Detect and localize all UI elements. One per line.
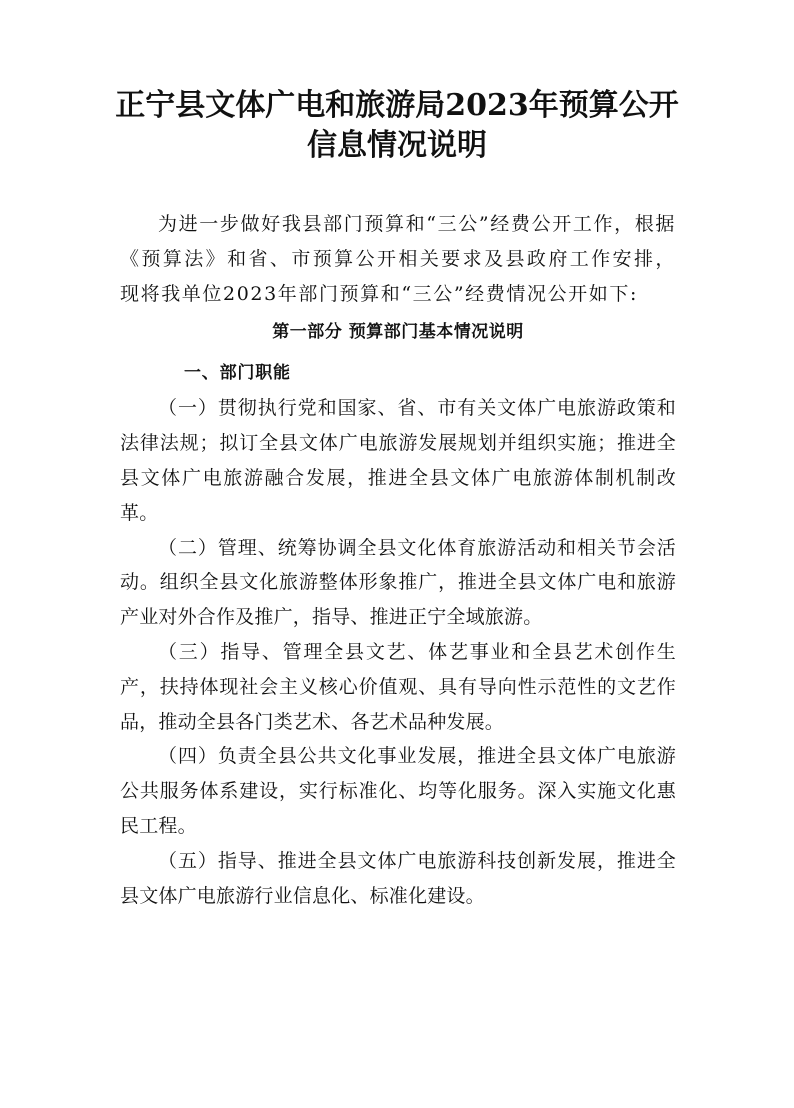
section-one-heading: 一、部门职能 bbox=[184, 363, 291, 384]
duty-paragraph-5: （五）指导、推进全县文体广电旅游科技创新发展，推进全县文体广电旅游行业信息化、标准化建设。 bbox=[120, 849, 676, 907]
document-title-line-1: 正宁县文体广电和旅游局2023年预算公开 bbox=[115, 88, 679, 123]
document-title bbox=[100, 86, 694, 166]
document-body bbox=[120, 207, 676, 913]
duty-paragraph-1: （一）贯彻执行党和国家、省、市有关文体广电旅游政策和法律法规；拟订全县文体广电旅游发展规划并组织实施；推进全县文体广电旅游融合发展，推进全县文体广电旅游体制机制改革。 bbox=[120, 397, 676, 524]
intro-paragraph: 为进一步做好我县部门预算和“三公”经费公开工作，根据《预算法》和省、市预算公开相关要求及县政府工作安排，现将我单位2023年部门预算和“三公”经费情况公开如下: bbox=[120, 213, 676, 305]
document-title-line-2: 信息情况说明 bbox=[307, 128, 487, 163]
part-one-heading: 第一部分 预算部门基本情况说明 bbox=[272, 322, 524, 343]
duty-paragraph-4: （四）负责全县公共文化事业发展，推进全县文体广电旅游公共服务体系建设，实行标准化、均等化服务。深入实施文化惠民工程。 bbox=[120, 745, 676, 837]
duty-paragraph-2: （二）管理、统筹协调全县文化体育旅游活动和相关节会活动。组织全县文化旅游整体形象推广，推进全县文体广电和旅游产业对外合作及推广，指导、推进正宁全域旅游。 bbox=[120, 536, 676, 629]
duty-paragraph-3: （三）指导、管理全县文艺、体艺事业和全县艺术创作生产，扶持体现社会主义核心价值观、具有导向性示范性的文艺作品，推动全县各门类艺术、各艺术品种发展。 bbox=[120, 640, 676, 733]
